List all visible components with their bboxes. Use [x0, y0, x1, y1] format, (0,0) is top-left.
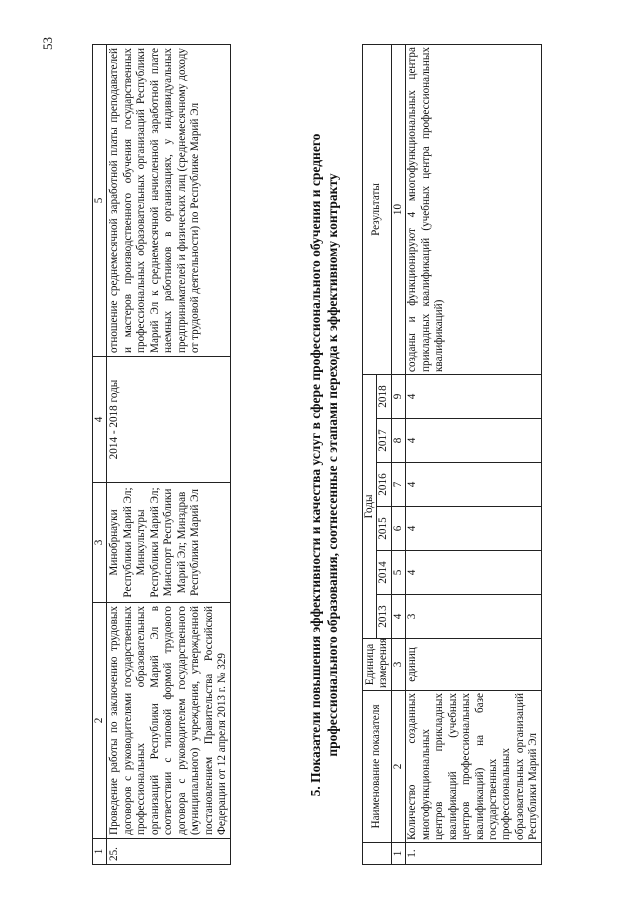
column-number: 2 — [391, 691, 405, 843]
indicators-table — [362, 44, 542, 865]
column-number: 2 — [93, 603, 107, 839]
row-number: 25. — [107, 839, 231, 865]
unit-header: Единица измерения — [363, 639, 392, 691]
column-number: 1 — [391, 843, 405, 865]
name-header: Наименование показателя — [363, 691, 392, 843]
value-2013: 3 — [406, 595, 541, 639]
implementation-period: 2014 - 2018 годы — [107, 357, 231, 483]
table-row — [406, 45, 541, 865]
years-header: Годы — [363, 375, 377, 639]
column-number: 3 — [93, 483, 107, 603]
indicator-result: созданы и функционируют 4 многофункциональных центра прикладных квалификаций (учебных центра профессиональных квалификаций) — [406, 45, 541, 375]
column-number: 5 — [391, 551, 405, 595]
page-number: 53 — [40, 37, 55, 50]
header-row — [363, 45, 377, 865]
year-header: 2017 — [377, 419, 391, 463]
measure-description: Проведение работы по заключению трудовых договоров с руководителями государственных профессиональных образовательных организаций Республики Марий Эл в соответствии с типовой формой трудового договора с руководителем государственного (муниципального) учреждения, утвержденной постановлением Правительства Российской Федерации от 12 апреля 2013 г. № 329 — [107, 603, 231, 839]
column-number: 10 — [391, 45, 405, 375]
year-header: 2014 — [377, 551, 391, 595]
year-header: 2018 — [377, 375, 391, 419]
year-header: 2016 — [377, 463, 391, 507]
value-2018: 4 — [406, 375, 541, 419]
column-number: 3 — [391, 639, 405, 691]
value-2017: 4 — [406, 419, 541, 463]
responsible-executors: Минобрнауки Республики Марий Эл; Минкультуры Республики Марий Эл; Минспорт Республики Марий Эл; Минздрав Республики Марий Эл — [107, 483, 231, 603]
column-number: 5 — [93, 45, 107, 357]
column-number: 7 — [391, 463, 405, 507]
table-row — [107, 45, 231, 865]
value-2014: 4 — [406, 551, 541, 595]
column-number: 4 — [391, 595, 405, 639]
measures-table — [92, 44, 231, 865]
column-number: 6 — [391, 507, 405, 551]
column-number: 1 — [93, 839, 107, 865]
column-number: 8 — [391, 419, 405, 463]
value-2016: 4 — [406, 463, 541, 507]
indicator-name: Количество созданных многофункциональных центров прикладных квалификаций (учебных центров профессиональных квалификаций) на базе государственных профессиональных образовательных организаций Республики Марий Эл — [406, 691, 541, 843]
results-header: Результаты — [363, 45, 392, 375]
expected-result: отношение среднемесячной заработной платы преподавателей и мастеров производственного обучения государственных профессиональных образовательных организаций Республики Марий Эл к среднемесячной начисленной заработной плате наемных работников в организациях, у индивидуальных предпринимателей и физических лиц (среднемесячному доходу от трудовой деятельности) по Республике Марий Эл — [107, 45, 231, 357]
column-number-row — [391, 45, 405, 865]
column-number-row — [93, 45, 107, 865]
column-number: 9 — [391, 375, 405, 419]
year-header: 2015 — [377, 507, 391, 551]
row-number: 1. — [406, 843, 541, 865]
column-number: 4 — [93, 357, 107, 483]
num-header — [363, 843, 392, 865]
section-title: 5. Показатели повышения эффективности и качества услуг в сфере профессионального обучения и среднего профессионального образования, соотнесенные с этапами перехода к эффективному контракту — [308, 133, 340, 797]
value-2015: 4 — [406, 507, 541, 551]
indicator-unit: единиц — [406, 639, 541, 691]
year-header: 2013 — [377, 595, 391, 639]
